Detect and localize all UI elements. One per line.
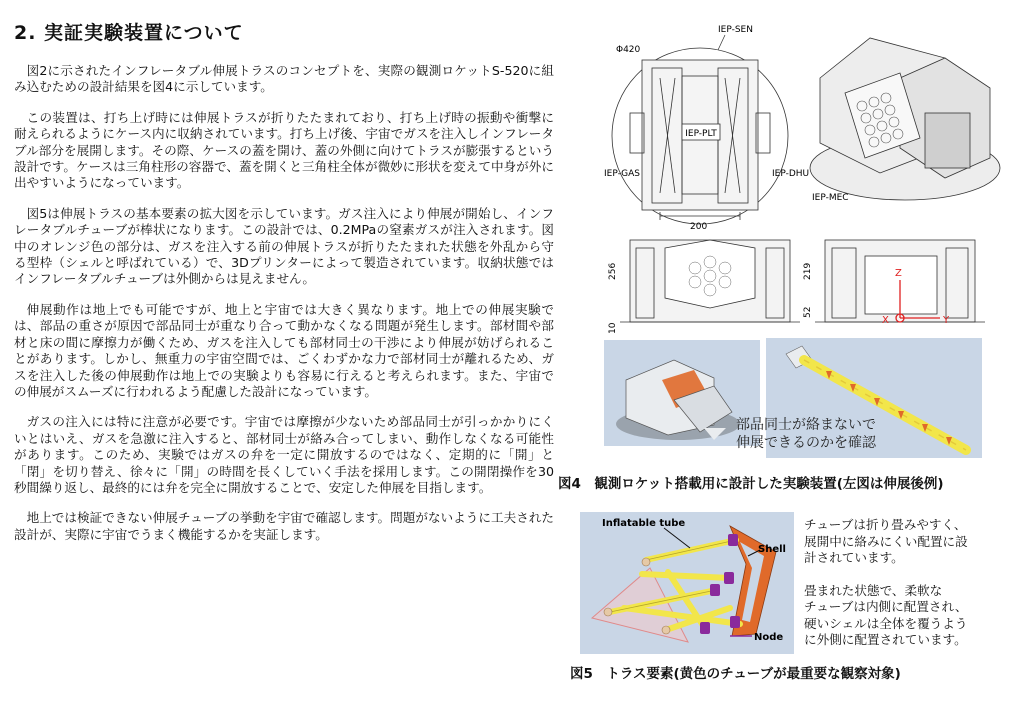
label-iep-mec: IEP-MEC — [812, 193, 849, 203]
fig4-caption: 図4 観測ロケット搭載用に設計した実験装置(左図は伸展後例) — [558, 476, 944, 492]
label-inflatable-tube: Inflatable tube — [602, 518, 686, 529]
fig4-overlay-note — [736, 416, 876, 452]
side-note-1-line-3: 計されています。 — [804, 550, 904, 565]
label-dim-52: 52 — [803, 306, 813, 318]
axis-z-label: Z — [895, 268, 902, 279]
overlay-line-1: 部品同士が絡まないで — [736, 417, 876, 433]
label-dim-200: 200 — [690, 222, 708, 232]
side-note-1-line-2: 展開中に絡みにくい配置に設 — [804, 533, 968, 549]
overlay-line-2: 伸展できるのかを確認 — [736, 435, 876, 451]
axis-y-label: Y — [943, 315, 950, 326]
side-note-2-line-1: 畳まれた状態で、柔軟な — [804, 582, 943, 598]
label-dim-10: 10 — [608, 322, 618, 334]
axis-x-label: X — [882, 315, 889, 326]
paragraph-6: 地上では検証できない伸展チューブの挙動を宇宙で確認します。問題がないように工夫された設計が、実際に宇宙でうまく機能するかを実証します。 — [14, 510, 554, 542]
side-note-2-line-4: に外側に配置されています。 — [804, 632, 967, 647]
paragraph-3: 図5は伸展トラスの基本要素の拡大図を示しています。ガス注入により伸展が開始し、インフレータブルチューブが棒状になります。この設計では、0.2MPaの窒素ガスが注入されます。図中のオレンジ色の部分は、ガスを注入する前の伸展トラスが折りたたまれた状態を外乱から守る型枠（シェルと呼ばれている）で、3Dプリンターによって製造されています。収納状態ではインフレータブルチューブは外側からは見えません。 — [14, 205, 554, 287]
label-iep-dhu: IEP-DHU — [772, 169, 810, 179]
paragraph-4: 伸展動作は地上でも可能ですが、地上と宇宙では大きく異なります。地上での伸展実験では、部品の重さが原因で部品同士が重なり合って動かなくなる問題が発生します。部材間や部材と床の間に摩擦力が働くため、ガスを注入しても部材同士の干渉により伸展が妨げられることがあります。しかし、無重力の宇宙空間では、ごくわずかな力で部材同士が離れるため、ガスを注入した後の伸展動作は地上での実験よりも容易に行えると考えられます。また、宇宙での伸展がスムーズに行われるよう配慮した設計になっています。 — [14, 301, 554, 399]
text-column — [14, 18, 554, 557]
front-view-drawing — [620, 240, 800, 322]
side-note-2-line-2: チューブは内側に配置され、 — [804, 599, 968, 614]
label-iep-plt: IEP-PLT — [685, 129, 717, 139]
side-note-1-line-1: チューブは折り畳みやすく、 — [804, 517, 967, 532]
label-iep-sen: IEP-SEN — [718, 25, 753, 35]
fig5-truss-render — [580, 512, 794, 654]
side-note-1 — [804, 517, 968, 567]
label-shell: Shell — [758, 544, 786, 555]
side-note-2 — [804, 583, 968, 649]
label-iep-gas: IEP-GAS — [604, 169, 640, 179]
label-node: Node — [754, 632, 784, 643]
label-dim-219: 219 — [803, 262, 813, 280]
fig4-technical-drawing — [600, 18, 1010, 336]
paragraph-2: この装置は、打ち上げ時には伸展トラスが折りたたまれており、打ち上げ時の振動や衝撃に耐えられるようにケース内に収納されています。打ち上げ後、宇宙でガスを注入しインフレータブル部分を展開します。その際、ケースの蓋を開け、蓋の外側に向けてトラスが膨張するという設計です。ケースは三角柱形の容器で、蓋を開くと三角柱全体が微妙に形状を変えて中身が外に出やすいようになっています。 — [14, 109, 554, 191]
label-dim-256: 256 — [608, 262, 618, 280]
fig5-caption: 図5 トラス要素(黄色のチューブが最重要な観察対象) — [570, 666, 901, 682]
side-note-2-line-3: 硬いシェルは全体を覆うよう — [804, 615, 968, 631]
paragraph-1: 図2に示されたインフレータブル伸展トラスのコンセプトを、実際の観測ロケットS-520に組み込むための設計結果を図4に示しています。 — [14, 63, 554, 95]
label-phi420: Φ420 — [616, 45, 641, 55]
paragraph-5: ガスの注入には特に注意が必要です。宇宙では摩擦が少ないため部品同士が引っかかりにくいとはいえ、ガスを急激に注入すると、部材同士が絡み合ってしまい、動作しなくなる可能性があります。このため、実験ではガスの弁を一定に開放するのではなく、定期的に「開」と「閉」を切り替え、徐々に「開」の時間を長くしていく手法を採用します。この開閉操作を30秒間繰り返し、最終的には弁を完全に開放することで、安定した伸展を目指します。 — [14, 414, 554, 495]
isometric-drawing — [810, 38, 1000, 200]
section-heading: 2. 実証実験装置について — [14, 22, 244, 44]
fig5-side-notes — [804, 517, 968, 665]
